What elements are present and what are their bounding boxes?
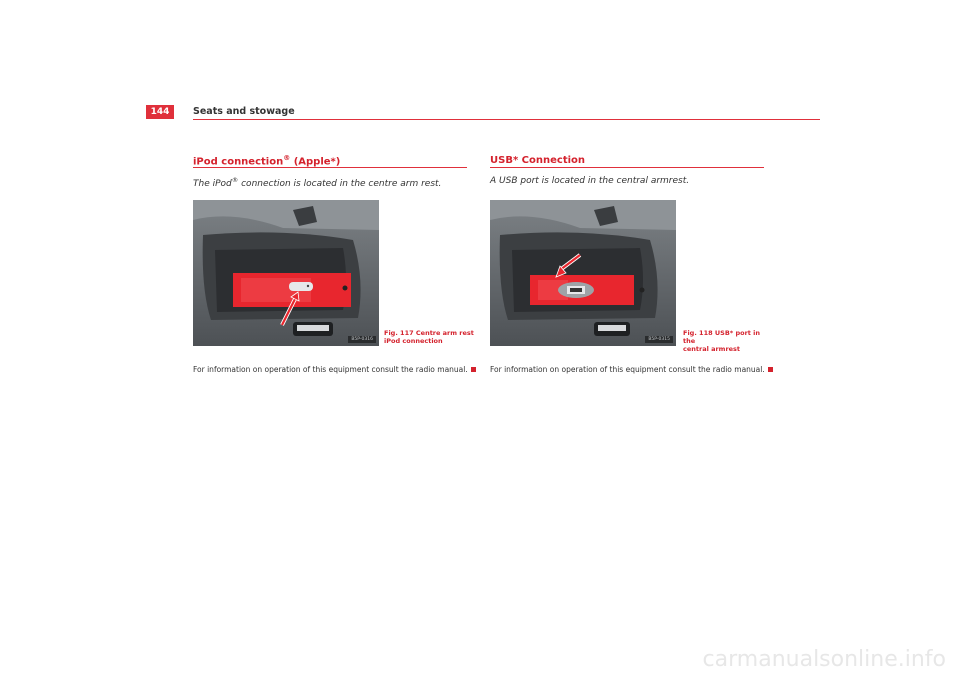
lead-usb: A USB port is located in the central armrest. <box>490 176 690 186</box>
registered-mark: ® <box>283 154 291 162</box>
body-text-usb <box>490 365 773 374</box>
caption-line: iPod connection <box>384 337 443 345</box>
caption-line: Fig. 118 USB* port in the <box>683 329 761 345</box>
photo-ipod-armrest <box>193 200 379 346</box>
section-rule <box>193 167 467 168</box>
body-text: For information on operation of this equipment consult the radio manual. <box>193 365 468 374</box>
section-title-ipod <box>193 154 340 167</box>
registered-mark: ® <box>231 176 239 184</box>
figure-caption-117 <box>384 329 474 345</box>
lead-suffix: connection is located in the centre arm rest. <box>238 179 442 189</box>
body-text-ipod <box>193 365 476 374</box>
photo-code: B5P-0316 <box>348 336 376 343</box>
section-title-text: iPod connection <box>193 156 284 168</box>
caption-line: central armrest <box>683 345 741 353</box>
end-of-section-icon <box>471 367 476 372</box>
header-rule <box>193 119 820 120</box>
page-number: 144 <box>146 105 174 119</box>
running-head: Seats and stowage <box>193 106 295 117</box>
section-rule <box>490 167 764 168</box>
caption-line: Fig. 117 Centre arm rest <box>384 329 474 337</box>
figure-caption-118 <box>683 329 773 353</box>
end-of-section-icon <box>768 367 773 372</box>
section-title-usb: USB* Connection <box>490 155 586 166</box>
section-title-suffix: (Apple*) <box>290 156 341 168</box>
body-text: For information on operation of this equipment consult the radio manual. <box>490 365 765 374</box>
lead-ipod <box>193 176 441 189</box>
lead-prefix: The iPod <box>193 179 232 189</box>
watermark: carmanualsonline.info <box>702 647 946 672</box>
photo-usb-armrest <box>490 200 676 346</box>
photo-code: B5P-0315 <box>645 336 673 343</box>
